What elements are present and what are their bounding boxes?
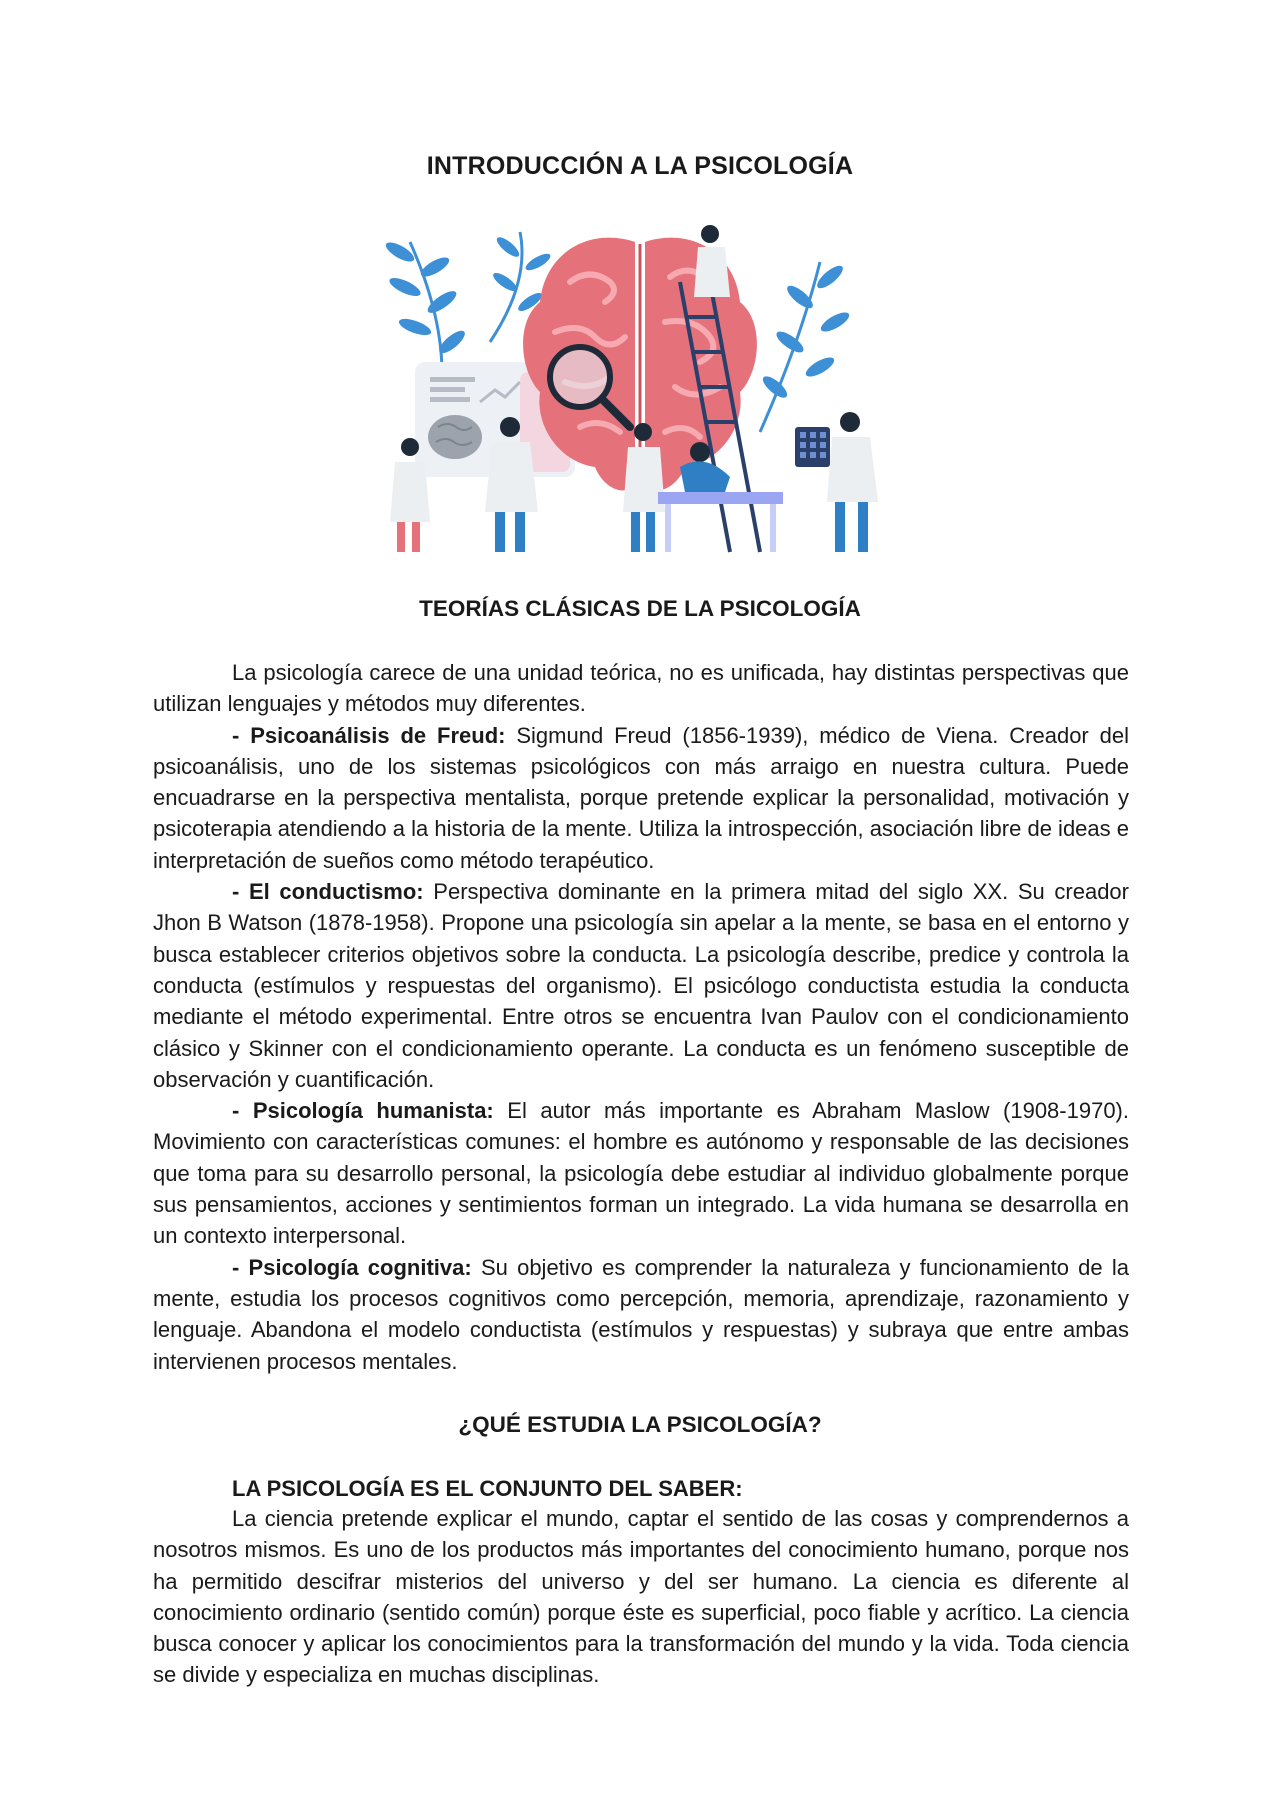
theory-behaviorism [153, 876, 1129, 1095]
scientist-right [795, 412, 878, 552]
psychology-brain-illustration [380, 222, 900, 557]
theory-label: - Psicoanálisis de Freud: [232, 722, 506, 748]
theory-text: Su objetivo es comprender la naturaleza y funcionamiento de la mente, estudia los procesos cognitivos como percepción, memoria, aprendizaje, razonamiento y lenguaje. Abandona el modelo conductista (estímulos y respuestas) y subraya que entre ambas intervienen procesos mentales. [153, 1254, 1130, 1374]
theory-label: - Psicología cognitiva: [232, 1254, 472, 1280]
theory-cognitive [153, 1252, 1129, 1377]
theory-text: Sigmund Freud (1856-1939), médico de Viena. Creador del psicoanálisis, uno de los sistemas psicológicos con más arraigo en nuestra cultura. Puede encuadrarse en la perspectiva mentalista, porque pretende explicar la personalidad, motivación y psicoterapia atendiendo a la historia de la mente. Utiliza la introspección, asociación libre de ideas e interpretación de sueños como método terapéutico. [153, 722, 1129, 873]
theory-freud [153, 720, 1129, 876]
intro-paragraph: La psicología carece de una unidad teórica, no es unificada, hay distintas perspectivas que utilizan lenguajes y métodos muy diferentes. [153, 660, 1129, 717]
section-heading-what-studies: ¿QUÉ ESTUDIA LA PSICOLOGÍA? [458, 1412, 822, 1437]
theory-label: - El conductismo: [232, 879, 424, 905]
theories-body [153, 657, 1129, 1377]
science-paragraph: La ciencia pretende explicar el mundo, captar el sentido de las cosas y comprendernos a nosotros mismos. Es uno de los productos más importantes del conocimiento humano, porque nos ha permitido descifrar misterios del universo y del ser humano. La ciencia es diferente al conocimiento ordinario (sentido común) porque éste es superficial, poco fiable y acrítico. La ciencia busca conocer y aplicar los conocimientos para la transformación del mundo y la vida. Toda ciencia se divide y especializa en muchas disciplinas. [153, 1506, 1129, 1688]
subheading-knowledge: LA PSICOLOGÍA ES EL CONJUNTO DEL SABER: [232, 1476, 743, 1501]
theory-text: Perspectiva dominante en la primera mitad del siglo XX. Su creador Jhon B Watson (1878-1958). Propone una psicología sin apelar a la mente, se basa en el entorno y busca establecer criterios objetivos sobre la conducta. La psicología describe, predice y controla la conducta (estímulos y respuestas del organismo). El psicólogo conductista estudia la conducta mediante el método experimental. Entre otros se encuentra Ivan Paulov con el condicionamiento clásico y Skinner con el condicionamiento operante. La conducta es un fenómeno susceptible de observación y cuantificación. [153, 879, 1129, 1092]
science-body [153, 1503, 1129, 1691]
theory-humanist [153, 1095, 1129, 1251]
scientist-on-ladder [694, 225, 730, 297]
section-heading-theories: TEORÍAS CLÁSICAS DE LA PSICOLOGÍA [419, 596, 861, 621]
leaf-branch-right [760, 262, 852, 432]
page-title: INTRODUCCIÓN A LA PSICOLOGÍA [426, 152, 854, 180]
theory-text: El autor más importante es Abraham Maslow (1908-1970). Movimiento con características comunes: el hombre es autónomo y responsable de las decisiones que toma para su desarrollo personal, la psicología debe estudiar al individuo globalmente porque sus pensamientos, acciones y sentimientos forman un integrado. La vida humana se desarrolla en un contexto interpersonal. [153, 1098, 1129, 1249]
theory-label: - Psicología humanista: [232, 1098, 494, 1124]
